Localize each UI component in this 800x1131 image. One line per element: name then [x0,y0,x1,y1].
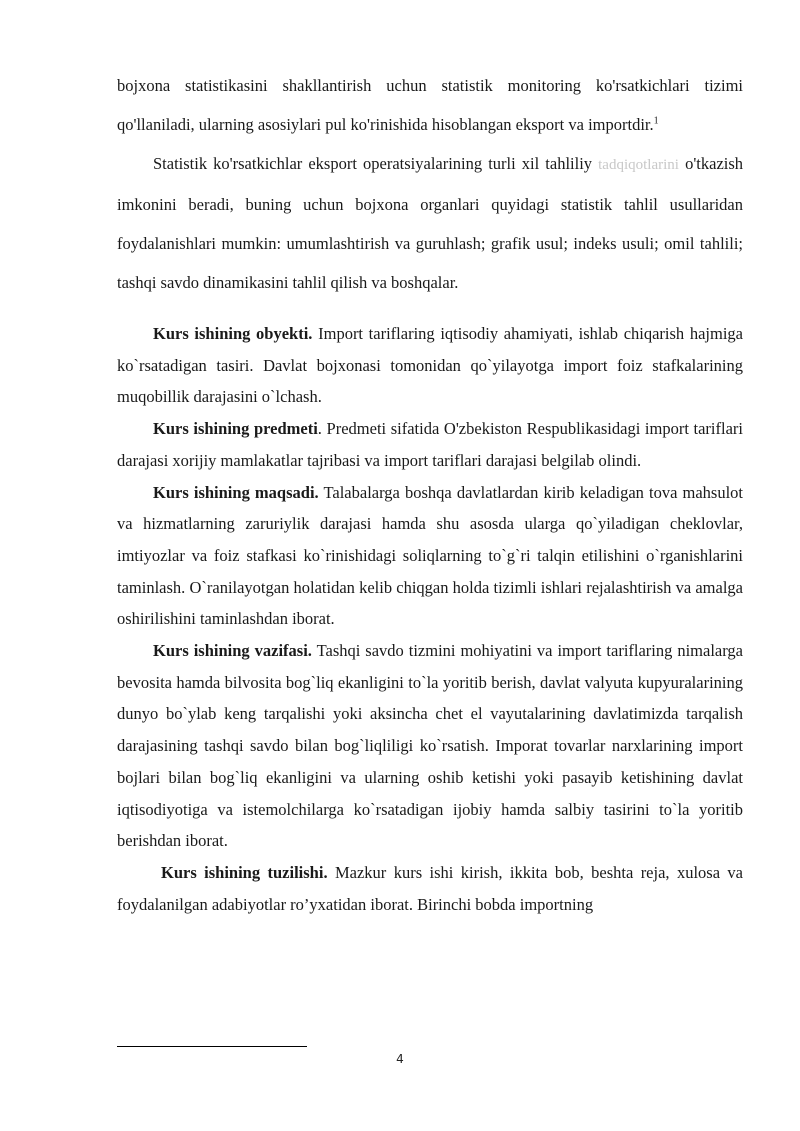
intro-block [117,66,743,302]
intro-paragraph-1 [117,66,743,144]
intro-paragraph-1-text: bojxona statistikasini shakllantirish uchun statistik monitoring ko'rsatkichlari tizimi qo'llaniladi, ularning asosiylari pul ko'rinishida hisoblangan eksport va importdir. [117,76,743,134]
intro-paragraph-2 [117,144,743,302]
section-text: Mazkur kurs ishi kirish, ikkita bob, beshta reja, xulosa va foydalanilgan adabiyotlar ro’yxatidan iborat. Birinchi bobda importning [117,862,744,914]
section-maqsadi [117,477,743,636]
section-text: Import tariflaring iqtisodiy ahamiyati, ishlab chiqarish hajmiga ko`rsatadigan tasiri. Davlat bojxonasi tomonidan qo`yilayotga import foiz stafkalarining muqobillik darajasini o`lchash. [117,324,743,407]
section-predmeti [117,413,743,476]
section-tuzilishi [117,857,743,920]
sections-block [117,318,743,920]
page-number: 4 [396,1052,404,1066]
section-text: Talabalarga boshqa davlatlardan kirib keladigan tova mahsulot va hizmatlarning zaruriylik darajasi hamda shu asosda ularga qo`yiladigan cheklovlar, imtiyozlar va foiz stafkasi ko`rinishidagi soliqlarning to`g`ri talqin etilishini o`rganishlarini taminlash. O`ranilayotgan holatidan kelib chiqgan holda tizimli ishlari rejalashtirish va amalga oshirilishini taminlashdan iborat. [117,482,744,629]
section-heading: Kurs ishining obyekti. [153,324,313,343]
intro-paragraph-2-rest: o'tkazish imkonini beradi, buning uchun bojxona organlari quyidagi statistik tahlil usullaridan foydalanishlari mumkin: umumlashtirish va guruhlash; grafik usul; indeks usuli; omil tahlili; tashqi savdo dinamikasini tahlil qilish va boshqalar. [117,154,744,292]
section-heading: Kurs ishining maqsadi. [153,482,319,502]
intro-paragraph-2-text: Statistik ko'rsatkichlar eksport operatsiyalarining turli xil tahliliy [153,154,593,173]
section-obyekti [117,318,743,413]
footnote-reference: 1 [653,115,659,127]
section-text: Tashqi savdo tizmini mohiyatini va import tariflaring nimalarga bevosita hamda bilvosita bog`liq ekanligini to`la yoritib berish, davlat valyuta kupyuralarining dunyo bo`ylab keng tarqalishi yoki aksincha chet el vayutalarining davlatimizda tarqalish darajasining tashqi savdo bilan bog`liqliligi ko`rsatish. Imporat tovarlar narxlarining import bojlari bilan bog`liq ekanligini va ularning oshib ketishi yoki pasayib ketishining davlat iqtisodiyotiga va istemolchilarga ko`rsatadigan ijobiy hamda salbiy tasirini to`la yoritib berishdan iborat. [117,641,744,851]
document-page [117,66,743,920]
section-heading: Kurs ishining tuzilishi. [161,862,328,882]
section-heading: Kurs ishining predmeti [153,419,318,439]
section-text: . Predmeti sifatida O'zbekiston Respublikasidagi import tariflari darajasi xorijiy mamlakatlar tajribasi va import tariflari darajasi belgilab olindi. [117,419,743,470]
footnote-separator [117,1046,307,1047]
section-vazifasi [117,635,743,857]
section-heading: Kurs ishining vazifasi. [153,641,312,661]
intro-paragraph-2-faded-text: tadqiqotlarini [598,157,679,173]
